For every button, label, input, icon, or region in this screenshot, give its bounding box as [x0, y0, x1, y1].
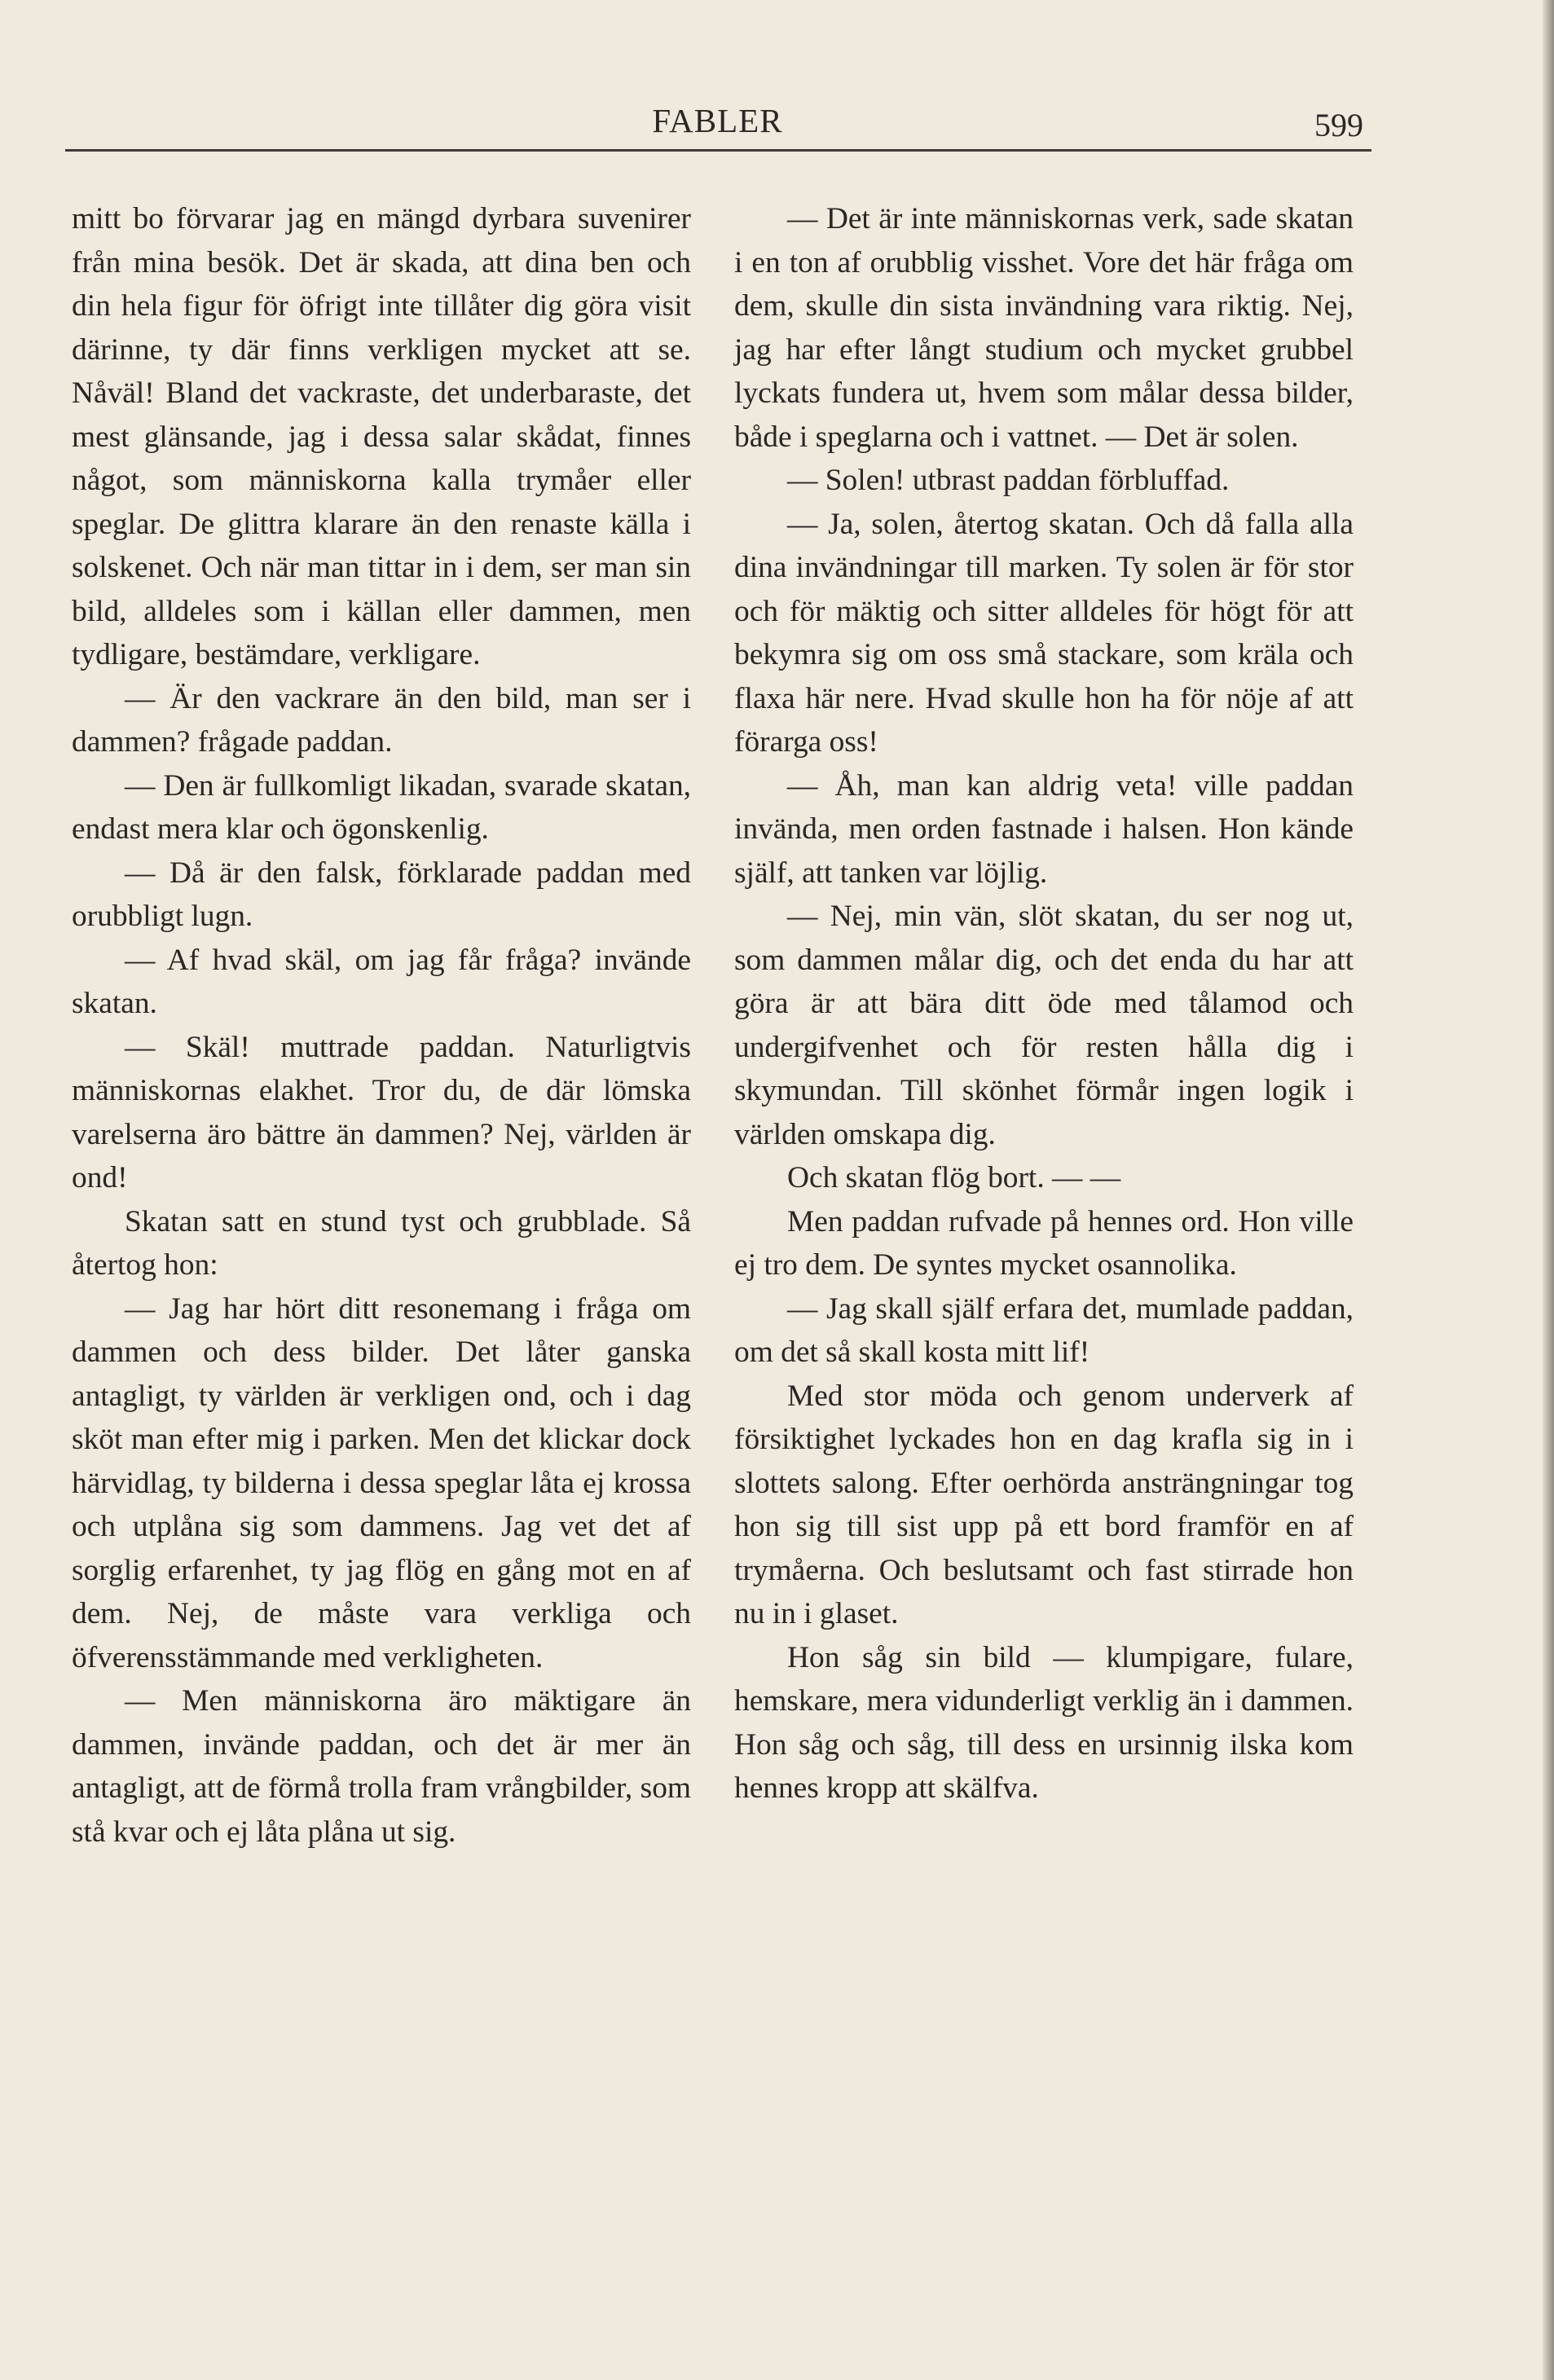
- paragraph: — Jag har hört ditt resonemang i fråga om dammen och dess bilder. Det låter ganska antagligt, ty världen är verkligen ond, och i dag sköt man efter mig i parken. Men det klickar dock härvidlag, ty bilderna i dessa speglar låta ej krossa och utplåna sig som dammens. Jag vet det af sorglig erfarenhet, ty jag flög en gång mot en af dem. Nej, de måste vara verkliga och öfverensstämmande med verkligheten.: [72, 1291, 691, 1674]
- paragraph: — Solen! utbrast paddan förbluffad.: [787, 464, 1230, 497]
- page-number: 599: [1314, 107, 1363, 143]
- paragraph: mitt bo förvarar jag en mängd dyrbara suvenirer från mina besök. Det är skada, att dina ben och din hela figur för öfrigt inte tillåter dig göra visit därinne, ty där finns verkligen mycket att se. Nåväl! Bland det vackraste, det underbaraste, det mest glänsande, jag i dessa salar skådat, finnes något, som människorna kalla trymåer eller speglar. De glittra klarare än den renaste källa i solskenet. Och när man tittar in i dem, ser man sin bild, alldeles som i källan eller dammen, men tydligare, bestämdare, verkligare.: [72, 202, 691, 671]
- paragraph: — Nej, min vän, slöt skatan, du ser nog ut, som dammen målar dig, och det enda du har att göra är att bära ditt öde med tålamod och undergifvenhet och för resten hålla dig i skymundan. Till skönhet förmår ingen logik i världen omskapa dig.: [734, 900, 1354, 1151]
- paragraph: — Då är den falsk, förklarade paddan med orubbligt lugn.: [72, 856, 691, 933]
- running-title: FABLER: [652, 102, 783, 139]
- header-rule: [65, 149, 1371, 152]
- paragraph: — Men människorna äro mäktigare än dammen, invände paddan, och det är mer än antagligt, att de förmå trolla fram vrångbilder, som stå kvar och ej låta plåna ut sig.: [72, 1684, 691, 1849]
- paragraph: — Af hvad skäl, om jag får fråga? invände skatan.: [72, 943, 691, 1020]
- paragraph: — Är den vackrare än den bild, man ser i dammen? frågade paddan.: [72, 681, 691, 759]
- paragraph: — Det är inte människornas verk, sade skatan i en ton af orubblig visshet. Vore det här fråga om dem, skulle din sista invändning vara riktig. Nej, jag har efter långt studium och mycket grubbel lyckats fundera ut, hvem som målar dessa bilder, både i speglarna och i vattnet. — Det är solen.: [734, 202, 1354, 454]
- page-header: [72, 96, 1363, 145]
- paragraph: Skatan satt en stund tyst och grubblade. Så återtog hon:: [72, 1204, 691, 1282]
- page-edge-shadow: [1543, 0, 1554, 2380]
- paragraph: Med stor möda och genom underverk af försiktighet lyckades hon en dag krafla sig in i slottets salong. Efter oerhörda ansträngningar tog hon sig till sist upp på ett bord framför en af trymåerna. Och beslutsamt och fast stirrade hon nu in i glaset.: [734, 1379, 1354, 1630]
- right-column: [734, 197, 1354, 1810]
- paragraph: — Åh, man kan aldrig veta! ville paddan invända, men orden fastnade i halsen. Hon kände själf, att tanken var löjlig.: [734, 768, 1354, 890]
- left-column: [72, 197, 691, 1854]
- paragraph: Hon såg sin bild — klumpigare, fulare, hemskare, mera vidunderligt verklig än i dammen. Hon såg och såg, till dess en ursinnig ilska kom hennes kropp att skälfva.: [734, 1640, 1354, 1805]
- paragraph: — Den är fullkomligt likadan, svarade skatan, endast mera klar och ögonskenlig.: [72, 768, 691, 846]
- paragraph: Och skatan flög bort. — —: [787, 1161, 1121, 1194]
- paragraph: — Jag skall själf erfara det, mumlade paddan, om det så skall kosta mitt lif!: [734, 1291, 1354, 1369]
- paragraph: Men paddan rufvade på hennes ord. Hon ville ej tro dem. De syntes mycket osannolika.: [734, 1204, 1354, 1282]
- paragraph: — Ja, solen, återtog skatan. Och då falla alla dina invändningar till marken. Ty solen är för stor och för mäktig och sitter alldeles för högt för att bekymra sig om oss små stackare, som kräla och flaxa här nere. Hvad skulle hon ha för nöje af att förarga oss!: [734, 507, 1354, 759]
- paragraph: — Skäl! muttrade paddan. Naturligtvis människornas elakhet. Tror du, de där lömska varelserna äro bättre än dammen? Nej, världen är ond!: [72, 1030, 691, 1194]
